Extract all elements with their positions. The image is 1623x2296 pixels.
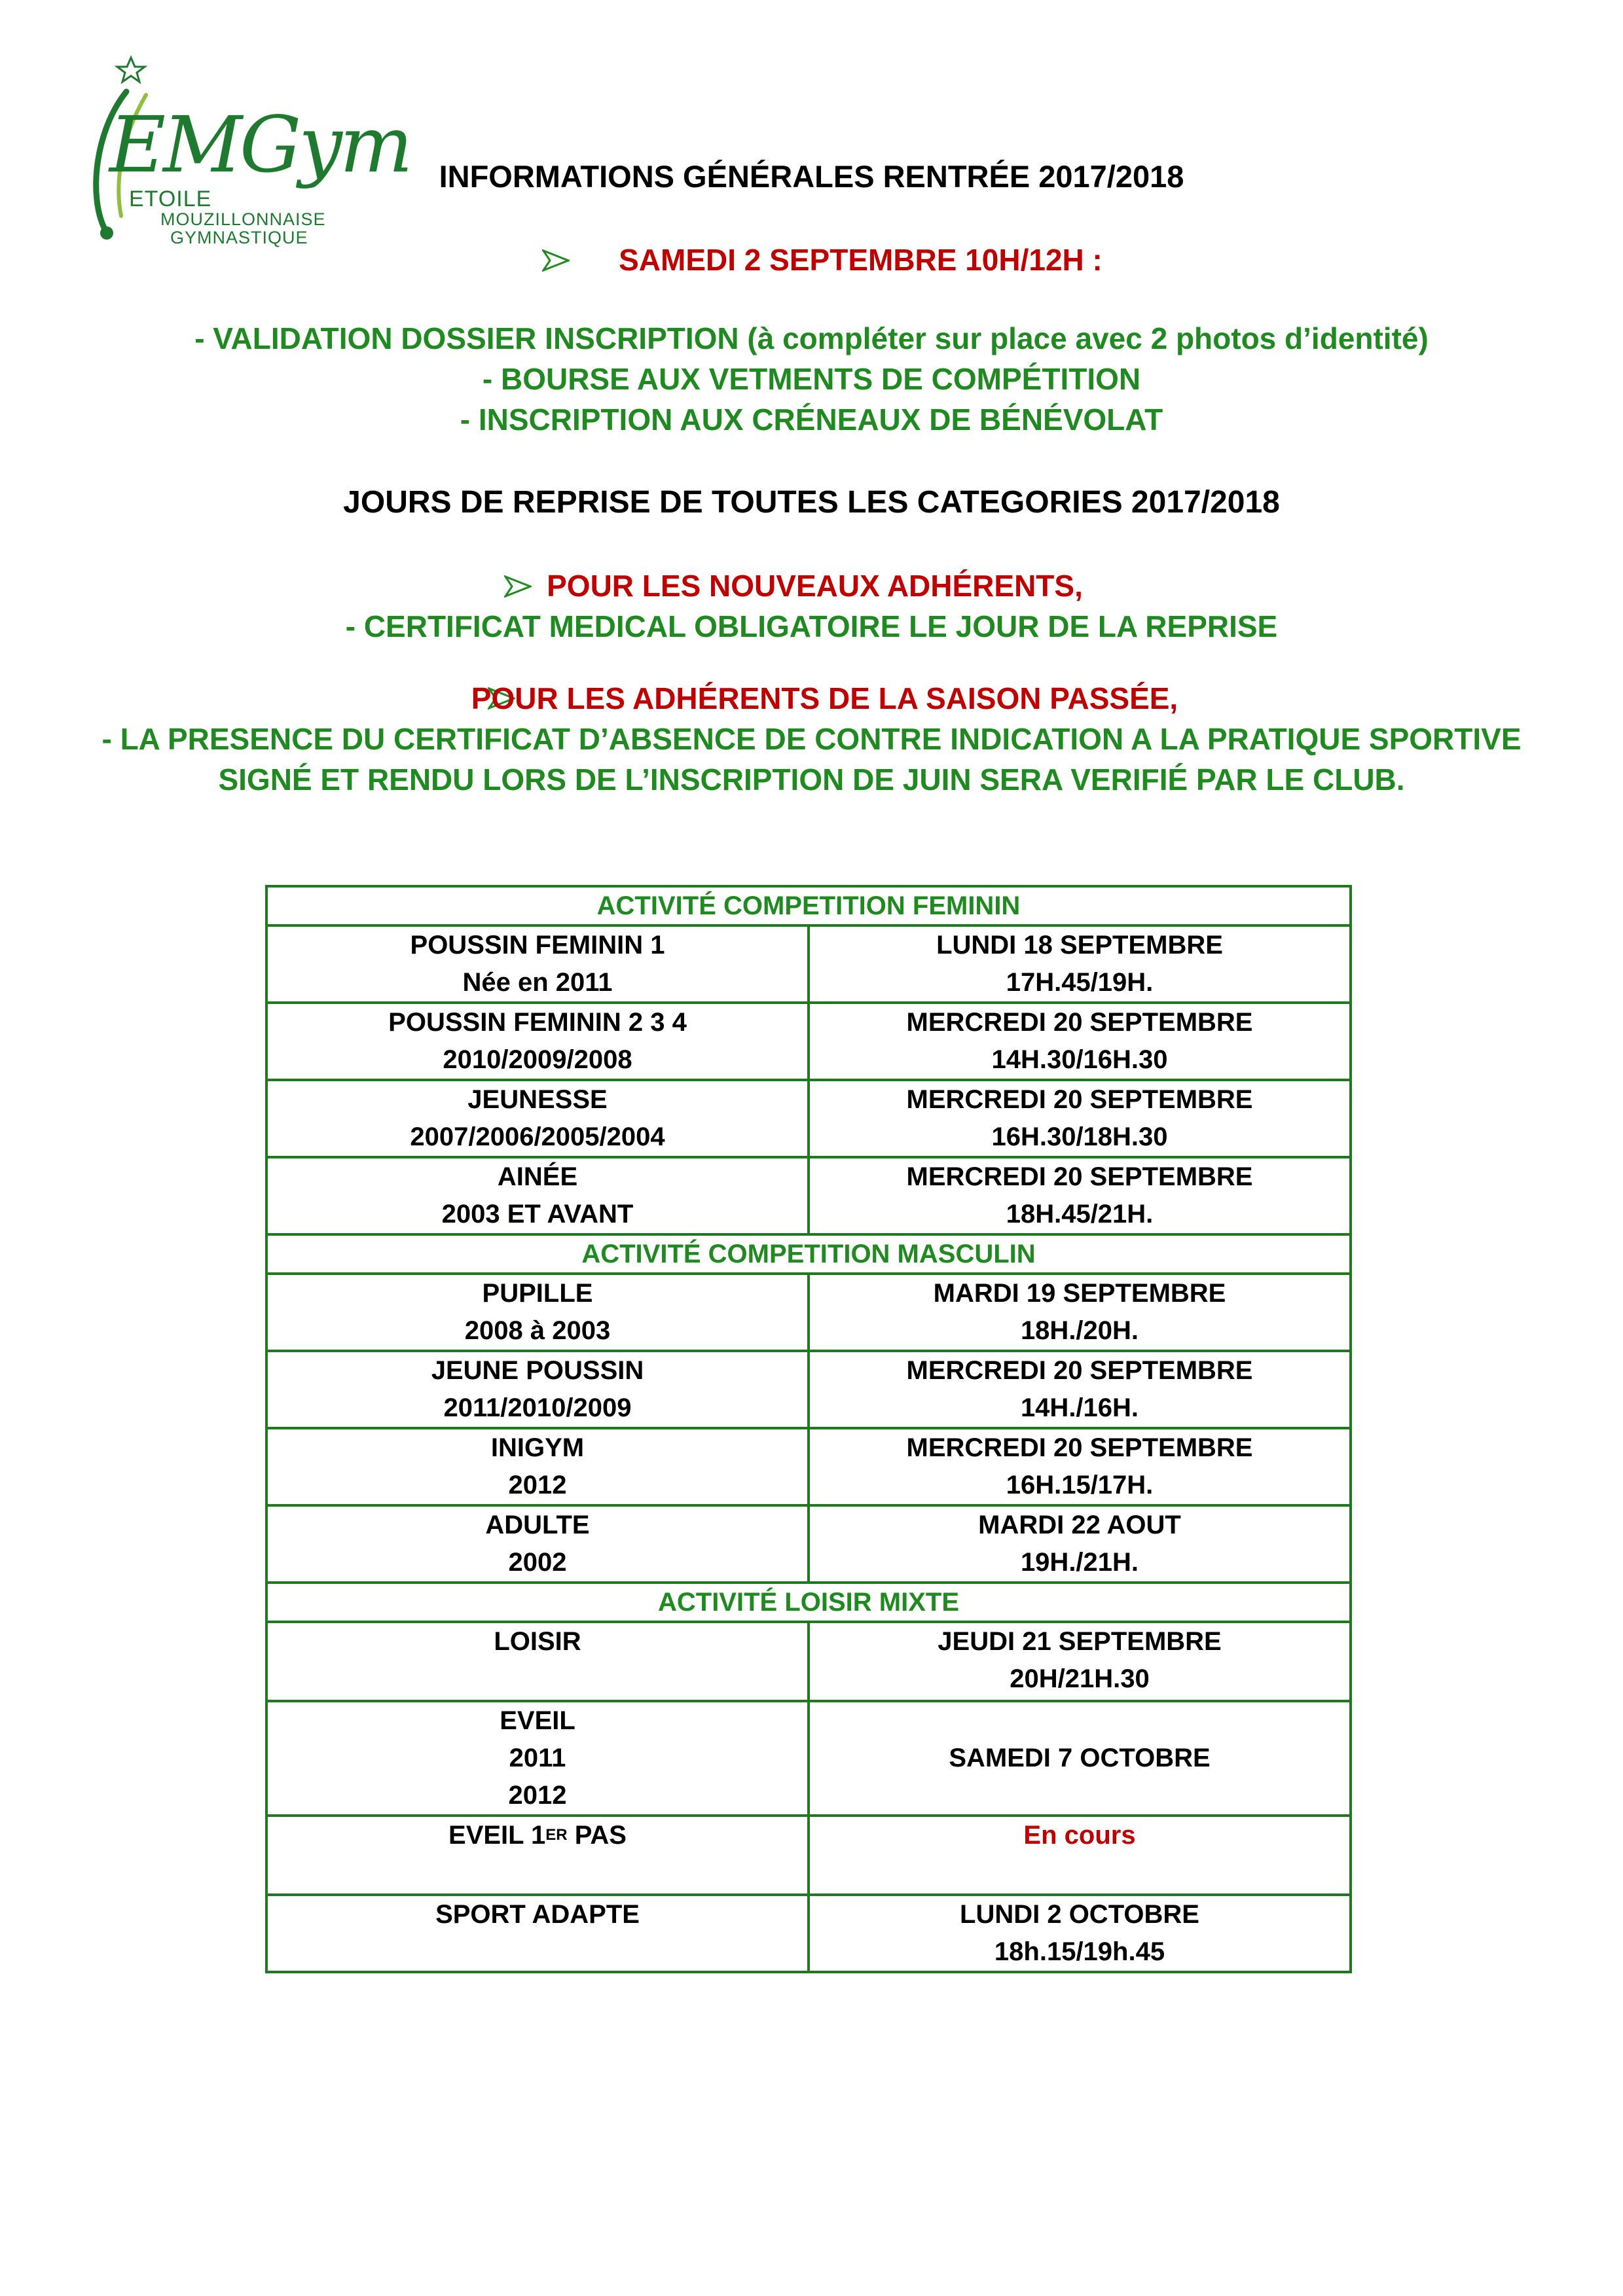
status-text: En cours [1023, 1821, 1136, 1850]
table-row [266, 1622, 1351, 1701]
schedule-day: MERCREDI 20 SEPTEMBRE [906, 1008, 1253, 1037]
category-years: 2003 ET AVANT [441, 1200, 634, 1229]
category-name: INIGYM [490, 1433, 585, 1462]
schedule-cell [809, 925, 1351, 1003]
schedule-cell [809, 1816, 1351, 1895]
category-cell [266, 1895, 809, 1972]
samedi-item-2: - BOURSE AUX VETMENTS DE COMPÉTITION [482, 362, 1141, 396]
samedi-heading: SAMEDI 2 SEPTEMBRE 10H/12H : [619, 243, 1103, 277]
schedule-cell [809, 1157, 1351, 1234]
category-name: ADULTE [485, 1511, 590, 1539]
schedule-cell [809, 1274, 1351, 1351]
anciens-heading: POUR LES ADHÉRENTS DE LA SAISON PASSÉE, [471, 681, 1178, 715]
category-years: 2008 à 2003 [464, 1316, 611, 1345]
category-cell [266, 925, 809, 1003]
logo-line-2: MOUZILLONNAISE [160, 209, 326, 229]
schedule-day: MERCREDI 20 SEPTEMBRE [906, 1433, 1253, 1462]
table-row [266, 1701, 1351, 1816]
nouveaux-heading: POUR LES NOUVEAUX ADHÉRENTS, [547, 569, 1083, 603]
nouveaux-certificat: - CERTIFICAT MEDICAL OBLIGATOIRE LE JOUR DE LA REPRISE [345, 609, 1278, 643]
category-years: 2012 [508, 1471, 567, 1499]
schedule-table [265, 885, 1352, 1973]
category-name: AINÉE [497, 1162, 578, 1191]
schedule-cell [809, 1428, 1351, 1505]
table-row [266, 1816, 1351, 1895]
category-years: 2012 [508, 1781, 567, 1810]
category-years: 2002 [508, 1548, 567, 1577]
schedule-time: 14H./16H. [1020, 1393, 1139, 1422]
schedule-cell [809, 1895, 1351, 1972]
category-cell [266, 1351, 809, 1428]
schedule-cell [809, 1505, 1351, 1583]
section-row [266, 1234, 1351, 1274]
schedule-day: MARDI 19 SEPTEMBRE [933, 1279, 1226, 1308]
schedule-time: 18H./20H. [1020, 1316, 1139, 1345]
table-row [266, 1157, 1351, 1234]
table-row [266, 1505, 1351, 1583]
category-name: LOISIR [494, 1627, 581, 1656]
section-row [266, 1583, 1351, 1622]
category-name [268, 1817, 807, 1854]
category-name-part: PAS [567, 1821, 627, 1850]
schedule-cell [809, 1080, 1351, 1157]
category-years: Née en 2011 [462, 968, 613, 997]
schedule-day: MERCREDI 20 SEPTEMBRE [906, 1085, 1253, 1114]
emgym-logo [69, 52, 410, 249]
category-name: PUPILLE [482, 1279, 593, 1308]
category-years: 2011 [509, 1744, 566, 1772]
table-row [266, 1351, 1351, 1428]
category-name: JEUNE POUSSIN [431, 1356, 644, 1385]
category-cell [266, 1080, 809, 1157]
table-row [266, 1895, 1351, 1972]
schedule-time: 16H.30/18H.30 [991, 1122, 1168, 1151]
schedule-cell [809, 1701, 1351, 1816]
category-cell [266, 1622, 809, 1701]
category-name-part: EVEIL 1 [448, 1821, 546, 1850]
logo-line-3: GYMNASTIQUE [170, 228, 308, 247]
category-years: 2011/2010/2009 [443, 1393, 632, 1422]
schedule-day: MERCREDI 20 SEPTEMBRE [906, 1162, 1253, 1191]
schedule-day: MARDI 22 AOUT [978, 1511, 1181, 1539]
table-row [266, 1080, 1351, 1157]
schedule-day: JEUDI 21 SEPTEMBRE [938, 1627, 1222, 1656]
schedule-day: SAMEDI 7 OCTOBRE [949, 1744, 1211, 1772]
schedule-day: LUNDI 18 SEPTEMBRE [936, 931, 1223, 960]
schedule-day: MERCREDI 20 SEPTEMBRE [906, 1356, 1253, 1385]
schedule-cell [809, 1003, 1351, 1080]
schedule-time: 20H/21H.30 [1010, 1664, 1150, 1693]
category-cell [266, 1816, 809, 1895]
category-name: JEUNESSE [467, 1085, 608, 1114]
samedi-item-1: - VALIDATION DOSSIER INSCRIPTION (à compléter sur place avec 2 photos d’identité) [194, 321, 1429, 355]
schedule-day: LUNDI 2 OCTOBRE [960, 1900, 1199, 1929]
section-feminin: ACTIVITÉ COMPETITION FEMININ [266, 886, 1351, 925]
page-title: INFORMATIONS GÉNÉRALES RENTRÉE 2017/2018 [439, 159, 1184, 194]
section-masculin: ACTIVITÉ COMPETITION MASCULIN [266, 1234, 1351, 1274]
table-row [266, 1428, 1351, 1505]
category-name: POUSSIN FEMININ 2 3 4 [388, 1008, 687, 1037]
category-name: SPORT ADAPTE [435, 1900, 640, 1929]
category-cell [266, 1003, 809, 1080]
table-row [266, 925, 1351, 1003]
schedule-time: 17H.45/19H. [1006, 968, 1154, 997]
schedule-time: 16H.15/17H. [1006, 1471, 1154, 1499]
category-cell [266, 1701, 809, 1816]
category-years: 2010/2009/2008 [443, 1045, 632, 1074]
section-row [266, 886, 1351, 925]
table-row [266, 1274, 1351, 1351]
table-row [266, 1003, 1351, 1080]
schedule-time: 14H.30/16H.30 [991, 1045, 1168, 1074]
category-cell [266, 1157, 809, 1234]
category-cell [266, 1428, 809, 1505]
samedi-item-3: - INSCRIPTION AUX CRÉNEAUX DE BÉNÉVOLAT [460, 403, 1163, 437]
schedule-time: 19H./21H. [1020, 1548, 1139, 1577]
schedule-cell [809, 1351, 1351, 1428]
category-name: EVEIL [500, 1706, 575, 1735]
schedule-time: 18H.45/21H. [1006, 1200, 1154, 1229]
section-loisir: ACTIVITÉ LOISIR MIXTE [266, 1583, 1351, 1622]
category-name-superscript: ER [545, 1826, 568, 1844]
anciens-line-2: SIGNÉ ET RENDU LORS DE L’INSCRIPTION DE JUIN SERA VERIFIÉ PAR LE CLUB. [218, 762, 1405, 797]
logo-line-1: ETOILE [129, 187, 212, 211]
schedule-cell [809, 1622, 1351, 1701]
schedule-time: 18h.15/19h.45 [994, 1937, 1165, 1966]
category-years: 2007/2006/2005/2004 [410, 1122, 665, 1151]
category-name: POUSSIN FEMININ 1 [410, 931, 665, 960]
category-cell [266, 1505, 809, 1583]
category-cell [266, 1274, 809, 1351]
logo-wordmark: EMGym [109, 99, 410, 190]
jours-heading: JOURS DE REPRISE DE TOUTES LES CATEGORIES 2017/2018 [343, 485, 1280, 520]
anciens-line-1: - LA PRESENCE DU CERTIFICAT D’ABSENCE DE CONTRE INDICATION A LA PRATIQUE SPORTIVE [101, 722, 1522, 756]
